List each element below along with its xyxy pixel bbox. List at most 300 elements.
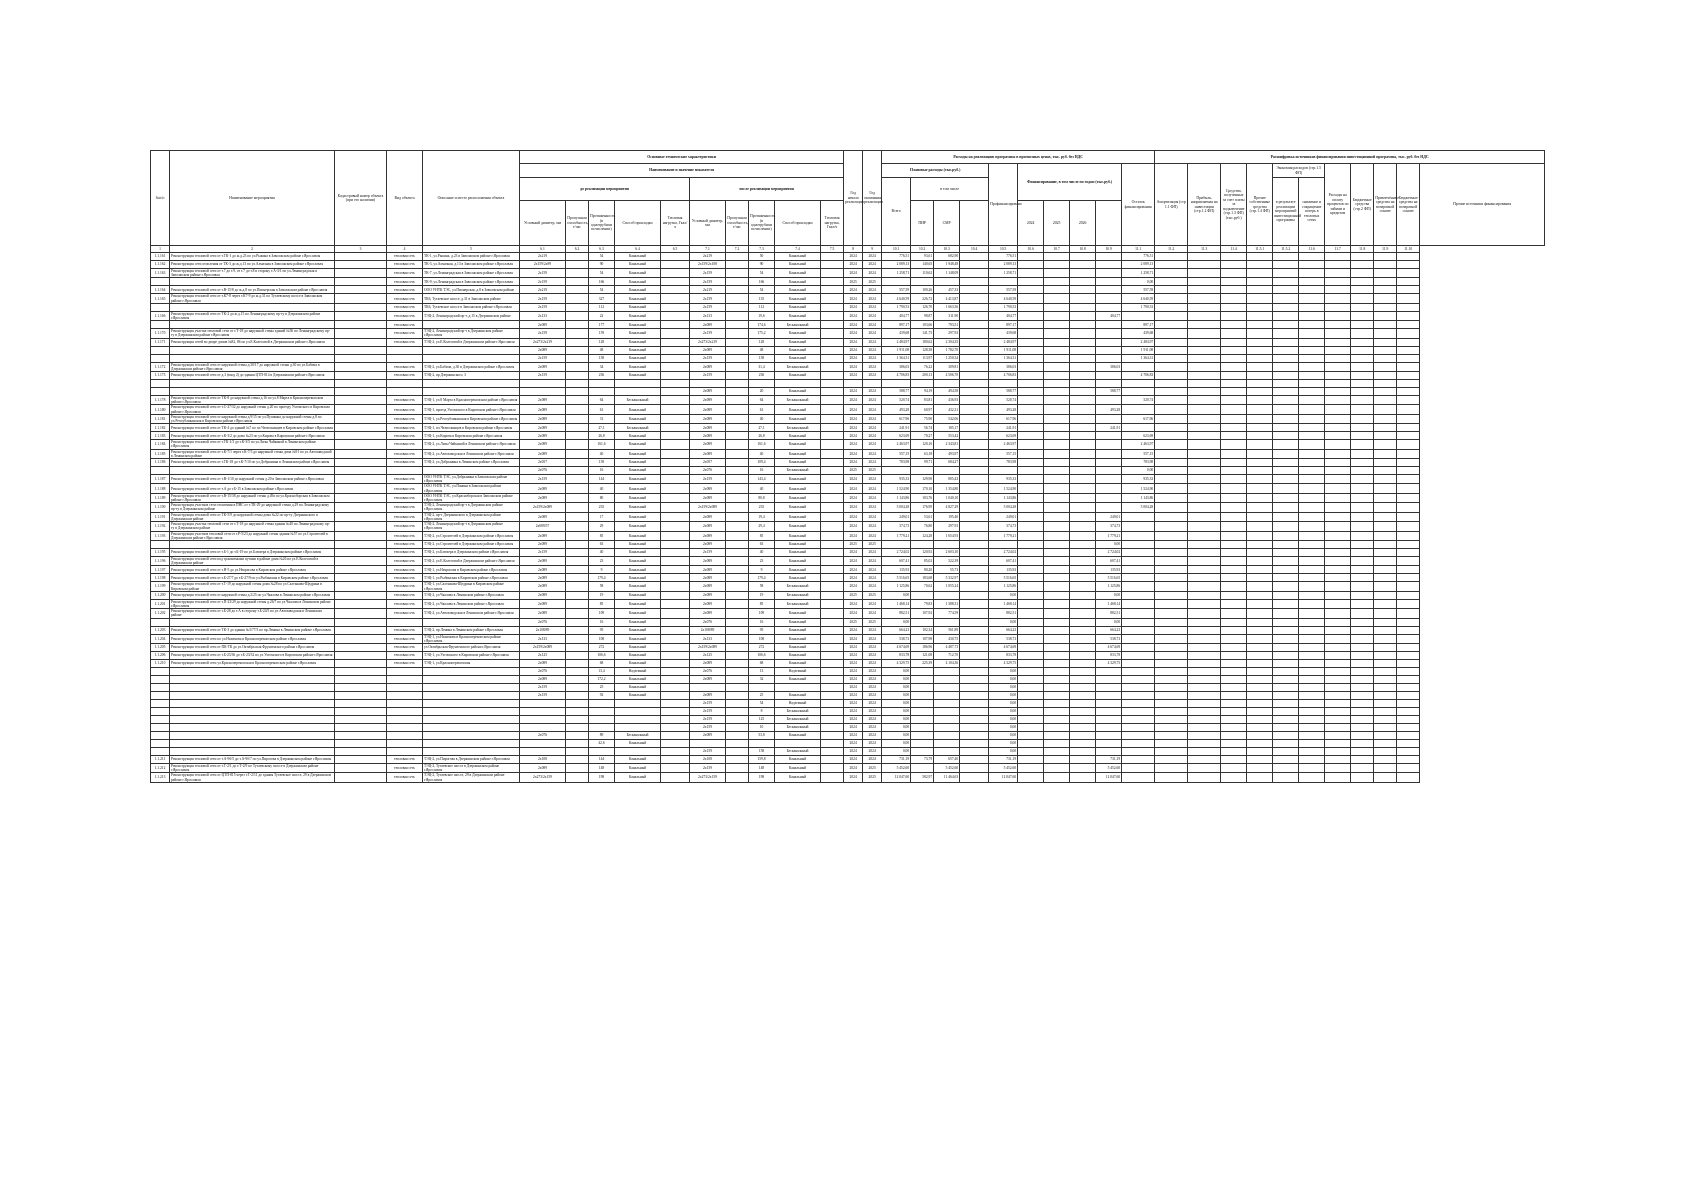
table-cell: 0,00	[882, 591, 911, 599]
funds-header: Средства, полученные за счет платы за подключение (стр.1.3 ФП) (тыс.руб.)	[1221, 164, 1247, 246]
table-cell: 607,41	[882, 556, 911, 565]
table-cell	[1221, 449, 1247, 458]
table-cell	[1325, 591, 1351, 599]
table-cell: 102,34	[911, 626, 934, 634]
table-cell	[1397, 591, 1420, 599]
table-cell	[749, 380, 775, 388]
table-cell	[1273, 683, 1299, 691]
table-cell: Канальный	[615, 566, 661, 574]
table-cell	[1397, 414, 1420, 423]
table-cell	[1325, 261, 1351, 269]
column-number: 5	[423, 246, 520, 253]
table-cell	[1374, 405, 1397, 414]
table-cell	[1096, 261, 1122, 269]
column-number: 10.1	[882, 246, 911, 253]
table-cell: 53,61	[911, 512, 934, 521]
table-cell: 2025	[844, 467, 863, 475]
table-cell	[960, 582, 989, 591]
table-cell: 2x125	[520, 651, 566, 659]
table-cell: 1.1.202	[151, 609, 170, 618]
table-cell	[1325, 747, 1351, 755]
table-cell: 2024	[844, 303, 863, 311]
table-cell	[960, 338, 989, 346]
table-cell	[726, 512, 749, 521]
table-cell	[1299, 556, 1325, 565]
table-cell: 386,03	[989, 362, 1018, 371]
table-cell: 494,58	[934, 388, 960, 396]
table-cell	[1273, 643, 1299, 651]
table-cell	[1044, 691, 1070, 699]
column-number: 8	[844, 246, 863, 253]
table-cell: 664,23	[882, 626, 911, 634]
table-cell	[1155, 763, 1188, 772]
table-cell	[1221, 512, 1247, 521]
column-number: 11.8	[1351, 246, 1374, 253]
table-cell	[566, 618, 589, 626]
table-cell	[1044, 556, 1070, 565]
table-cell	[960, 643, 989, 651]
table-cell	[661, 556, 690, 565]
table-cell	[1122, 380, 1155, 388]
table-cell	[1273, 755, 1299, 763]
table-cell: 2x089	[690, 362, 726, 371]
table-cell: Реконструкция тепловой сети от т.Б-28 до т.А в сторону т.Б-24/5 по ул.Автозаводская в Ленинском районе	[170, 609, 335, 618]
table-cell: 19,6	[749, 311, 775, 320]
table-cell: 0,00	[882, 731, 911, 739]
table-cell	[1221, 253, 1247, 261]
table-cell	[1374, 372, 1397, 380]
table-cell	[821, 699, 844, 707]
table-cell	[960, 609, 989, 618]
table-cell: 0,00	[882, 723, 911, 731]
table-cell: 141,75	[911, 329, 934, 338]
table-cell: 1 911,08	[882, 346, 911, 354]
table-cell	[1374, 294, 1397, 303]
table-cell	[1188, 261, 1221, 269]
table-cell	[1044, 675, 1070, 683]
table-cell	[520, 380, 566, 388]
table-cell	[726, 414, 749, 423]
table-cell	[335, 531, 387, 540]
table-cell	[1188, 372, 1221, 380]
table-cell	[423, 618, 520, 626]
table-cell	[1351, 618, 1374, 626]
table-cell: 1.1.183	[151, 432, 170, 440]
table-cell	[1221, 311, 1247, 320]
table-cell	[821, 424, 844, 432]
table-cell	[1273, 609, 1299, 618]
table-cell	[960, 396, 989, 405]
table-cell	[821, 739, 844, 747]
table-cell	[1044, 723, 1070, 731]
table-cell: 90	[589, 261, 615, 269]
table-cell	[1122, 739, 1155, 747]
table-cell: 40	[589, 484, 615, 493]
table-cell: 2x089	[520, 414, 566, 423]
table-cell	[1351, 329, 1374, 338]
table-cell	[1070, 503, 1096, 512]
table-cell	[566, 329, 589, 338]
table-cell	[151, 321, 170, 329]
table-cell	[1299, 582, 1325, 591]
table-cell: 2x159	[690, 329, 726, 338]
table-cell	[1044, 459, 1070, 467]
table-cell	[960, 747, 989, 755]
table-cell: 882,51	[882, 609, 911, 618]
table-cell	[661, 675, 690, 683]
table-cell	[1273, 715, 1299, 723]
table-cell: ТК-1, ул.Рыкина, д.23 в Заволжском районе г.Ярославля	[423, 253, 520, 261]
table-cell	[335, 540, 387, 548]
table-cell	[960, 723, 989, 731]
table-cell	[1044, 346, 1070, 354]
table-cell: 311,90	[934, 311, 960, 320]
table-cell: 200,13	[911, 372, 934, 380]
table-cell	[1351, 626, 1374, 634]
table-cell	[1188, 484, 1221, 493]
table-cell	[1374, 503, 1397, 512]
table-cell	[1325, 540, 1351, 548]
table-cell: 4 104,36	[934, 659, 960, 667]
table-cell: Канальный	[615, 354, 661, 362]
column-number: 10.9	[1096, 246, 1122, 253]
table-cell: ТЭЦ-2, ул.Пирогова в Дзержинском районе г.Ярославля	[423, 755, 520, 763]
table-cell	[1044, 548, 1070, 556]
table-cell	[1044, 269, 1070, 278]
table-cell	[1155, 503, 1188, 512]
table-row	[151, 467, 1545, 475]
table-cell: 143,4	[749, 475, 775, 484]
table-cell	[1351, 512, 1374, 521]
table-cell	[1096, 396, 1122, 405]
table-cell: 2024	[844, 683, 863, 691]
table-cell	[1155, 424, 1188, 432]
table-cell: Канальный	[775, 484, 821, 493]
table-cell: 588,77	[882, 388, 911, 396]
table-cell	[960, 651, 989, 659]
table-cell	[1018, 683, 1044, 691]
tech-before-header: до реализации мероприятия	[520, 178, 690, 201]
table-cell	[1351, 574, 1374, 582]
column-number: 10.8	[1070, 246, 1096, 253]
table-cell: тепловая сеть	[387, 286, 423, 294]
table-cell	[1351, 651, 1374, 659]
table-cell	[1018, 626, 1044, 634]
table-cell: 1.1.172	[151, 362, 170, 371]
table-cell	[1397, 372, 1420, 380]
table-cell	[589, 380, 615, 388]
table-cell: 2024	[844, 522, 863, 531]
table-cell: Реконструкция тепловой сети от д.3 (вход 2) до здания ЦТП-814 в Дзержинском районе г.Ярославля	[170, 372, 335, 380]
table-cell	[335, 626, 387, 634]
table-cell	[1096, 484, 1122, 493]
table-cell	[1325, 354, 1351, 362]
table-cell	[775, 683, 821, 691]
table-cell: 2 484,97	[989, 338, 1018, 346]
table-cell	[911, 618, 934, 626]
table-cell	[1044, 294, 1070, 303]
table-cell	[1325, 755, 1351, 763]
table-cell	[1374, 286, 1397, 294]
table-cell	[170, 303, 335, 311]
table-cell	[911, 380, 934, 388]
table-cell	[726, 475, 749, 484]
table-cell	[1299, 699, 1325, 707]
table-cell: 2x219	[520, 253, 566, 261]
table-cell	[1325, 773, 1351, 782]
table-cell	[960, 253, 989, 261]
table-cell: 682,90	[934, 253, 960, 261]
table-cell: 2x108/89	[520, 626, 566, 634]
table-cell: 2024	[844, 475, 863, 484]
table-cell: 522,39	[934, 556, 960, 565]
table-cell	[960, 294, 989, 303]
load-after-header: Тепловая нагрузка, Гкал/ч	[821, 201, 844, 246]
table-cell: Канальный	[775, 388, 821, 396]
table-cell	[1018, 253, 1044, 261]
table-cell	[1188, 338, 1221, 346]
table-row	[151, 522, 1545, 531]
table-cell	[1221, 405, 1247, 414]
table-cell: 0,00	[882, 747, 911, 755]
table-cell	[1247, 396, 1273, 405]
table-cell	[1273, 707, 1299, 715]
table-cell	[1188, 286, 1221, 294]
table-cell	[1351, 372, 1374, 380]
table-cell	[1188, 747, 1221, 755]
table-cell	[566, 723, 589, 731]
table-cell: 2x159/2x089	[690, 643, 726, 651]
column-number: 11.6	[1299, 246, 1325, 253]
table-cell: 2024	[844, 362, 863, 371]
table-cell	[566, 582, 589, 591]
table-cell	[1351, 707, 1374, 715]
table-cell: 108	[589, 634, 615, 643]
table-cell: 833,78	[1096, 651, 1122, 659]
table-cell	[1325, 424, 1351, 432]
table-cell	[170, 467, 335, 475]
table-cell	[661, 683, 690, 691]
table-cell	[566, 707, 589, 715]
table-cell: Бесканальный	[775, 599, 821, 608]
table-cell: 2x108/89	[690, 626, 726, 634]
table-cell: Канальный	[615, 651, 661, 659]
table-cell: 1 779,21	[882, 531, 911, 540]
table-cell	[661, 269, 690, 278]
table-cell	[1325, 634, 1351, 643]
table-cell: Реконструкция тепловой сети от ЦТП-815 через т.Т-2/11 до здания Тутаевское шоссе, 29 в Дзержинском районе г.Ярославля	[170, 773, 335, 782]
table-cell: 430,75	[934, 634, 960, 643]
table-cell	[1070, 372, 1096, 380]
table-cell	[1273, 338, 1299, 346]
table-cell: 2024	[844, 338, 863, 346]
table-cell	[960, 311, 989, 320]
table-cell	[661, 755, 690, 763]
table-cell	[821, 691, 844, 699]
table-cell	[1044, 321, 1070, 329]
table-cell	[821, 667, 844, 675]
table-cell	[1273, 667, 1299, 675]
table-cell	[1325, 372, 1351, 380]
table-cell	[1018, 651, 1044, 659]
table-cell	[566, 261, 589, 269]
financing-years-header: Финансирование, в том числе по годам (тыс.руб.)	[1018, 164, 1122, 201]
table-cell: 1.1.184	[151, 440, 170, 449]
table-cell	[661, 747, 690, 755]
table-cell: Канальный	[775, 609, 821, 618]
table-row	[151, 303, 1545, 311]
table-cell	[335, 440, 387, 449]
table-cell	[960, 503, 989, 512]
table-cell	[1247, 699, 1273, 707]
table-cell	[566, 574, 589, 582]
table-cell	[1044, 699, 1070, 707]
table-cell	[1155, 338, 1188, 346]
table-cell	[661, 715, 690, 723]
table-cell: 2024	[863, 432, 882, 440]
table-cell: 241,91	[1096, 424, 1122, 432]
table-cell	[1122, 731, 1155, 739]
table-cell	[1044, 707, 1070, 715]
table-cell	[1374, 618, 1397, 626]
table-cell: 2024	[844, 311, 863, 320]
table-cell: 42,6	[589, 739, 615, 747]
table-cell	[1018, 591, 1044, 599]
table-cell	[1221, 634, 1247, 643]
table-cell	[1351, 667, 1374, 675]
table-cell	[1044, 763, 1070, 772]
table-cell: 5 004,28	[989, 503, 1018, 512]
table-cell	[1221, 372, 1247, 380]
table-cell	[1070, 449, 1096, 458]
table-cell	[387, 354, 423, 362]
table-cell	[882, 278, 911, 286]
table-cell: 2024	[863, 643, 882, 651]
table-cell	[566, 253, 589, 261]
table-cell	[1018, 659, 1044, 667]
column-number: 7.2	[726, 246, 749, 253]
table-cell: 1.1.180	[151, 405, 170, 414]
table-cell	[775, 739, 821, 747]
table-cell: 5 516,65	[1096, 574, 1122, 582]
table-cell	[1351, 556, 1374, 565]
table-cell: 12 047,60	[882, 773, 911, 782]
table-cell	[821, 388, 844, 396]
table-cell: 166	[749, 278, 775, 286]
table-cell: 2025	[844, 540, 863, 548]
table-cell	[1155, 329, 1188, 338]
table-cell: 85	[589, 599, 615, 608]
table-cell: 2025	[844, 278, 863, 286]
table-cell	[1273, 449, 1299, 458]
table-cell	[661, 321, 690, 329]
table-cell	[1070, 723, 1096, 731]
table-cell	[821, 531, 844, 540]
table-cell: 0,00	[1122, 467, 1155, 475]
table-cell: Реконструкция тепловой сети от т.В-15/8 до ж.д.8 по ул.Пионерская в Заволжском районе г.Ярославля	[170, 286, 335, 294]
table-cell: 2024	[844, 755, 863, 763]
table-cell	[1221, 459, 1247, 467]
table-cell: Канальный	[615, 467, 661, 475]
table-cell	[1155, 405, 1188, 414]
table-cell	[387, 747, 423, 755]
table-cell	[1299, 626, 1325, 634]
table-cell	[151, 540, 170, 548]
table-cell: Канальный	[615, 459, 661, 467]
table-cell: 128,38	[911, 346, 934, 354]
table-cell	[1273, 459, 1299, 467]
table-cell: 2024	[863, 599, 882, 608]
table-cell	[1247, 440, 1273, 449]
table-cell	[1018, 540, 1044, 548]
table-cell: 2024	[863, 362, 882, 371]
table-cell: 1.1.192	[151, 522, 170, 531]
table-cell	[1122, 424, 1155, 432]
table-cell: 2024	[844, 582, 863, 591]
table-cell: Канальный	[615, 405, 661, 414]
table-cell	[151, 618, 170, 626]
table-cell: 774,59	[934, 609, 960, 618]
table-cell: 0,00	[882, 683, 911, 691]
table-cell	[1374, 269, 1397, 278]
table-row	[151, 683, 1545, 691]
table-cell	[1188, 599, 1221, 608]
table-cell: 148	[749, 763, 775, 772]
table-cell	[1044, 591, 1070, 599]
table-cell: 2x076	[520, 618, 566, 626]
table-cell	[1397, 715, 1420, 723]
table-cell	[1221, 675, 1247, 683]
table-cell: 1 948,48	[934, 261, 960, 269]
table-cell	[1221, 667, 1247, 675]
table-cell	[726, 253, 749, 261]
table-cell: 19	[589, 591, 615, 599]
table-cell: 32	[749, 675, 775, 683]
table-cell: ТЭЦ-2, ул.Е.Колесовой в Дзержинском районе г.Ярославля	[423, 338, 520, 346]
column-number: 10.2	[911, 246, 934, 253]
table-cell: 2024	[863, 731, 882, 739]
table-cell	[1155, 380, 1188, 388]
table-cell	[566, 424, 589, 432]
table-cell: Канальный	[775, 405, 821, 414]
table-cell: Реконструкция тепловой сети от т.К-3/2 до дома №23 по ул.Кирова в Кировском районе г.Ярославля	[170, 432, 335, 440]
depreciation-header: Амортизация (стр 1.1 ФП)	[1155, 164, 1188, 246]
table-cell	[1247, 548, 1273, 556]
table-cell: 557,15	[1122, 449, 1155, 458]
table-cell	[1299, 773, 1325, 782]
table-cell: 249,01	[1096, 512, 1122, 521]
table-cell	[1018, 475, 1044, 484]
table-cell	[1273, 269, 1299, 278]
table-cell	[1299, 424, 1325, 432]
table-cell: 1 125,86	[882, 582, 911, 591]
table-cell: 2024	[844, 405, 863, 414]
table-cell	[1122, 667, 1155, 675]
table-cell	[726, 540, 749, 548]
table-cell	[1188, 591, 1221, 599]
table-cell	[520, 715, 566, 723]
table-cell: 2x089	[520, 493, 566, 502]
table-cell: Канальный	[775, 531, 821, 540]
tech-group-header: Основные технические характеристики	[520, 151, 844, 164]
table-cell: 4 674,69	[989, 643, 1018, 651]
table-cell	[1155, 354, 1188, 362]
table-cell	[1221, 731, 1247, 739]
table-cell	[1188, 699, 1221, 707]
table-cell	[1325, 396, 1351, 405]
table-cell	[1070, 609, 1096, 618]
table-cell	[1070, 354, 1096, 362]
